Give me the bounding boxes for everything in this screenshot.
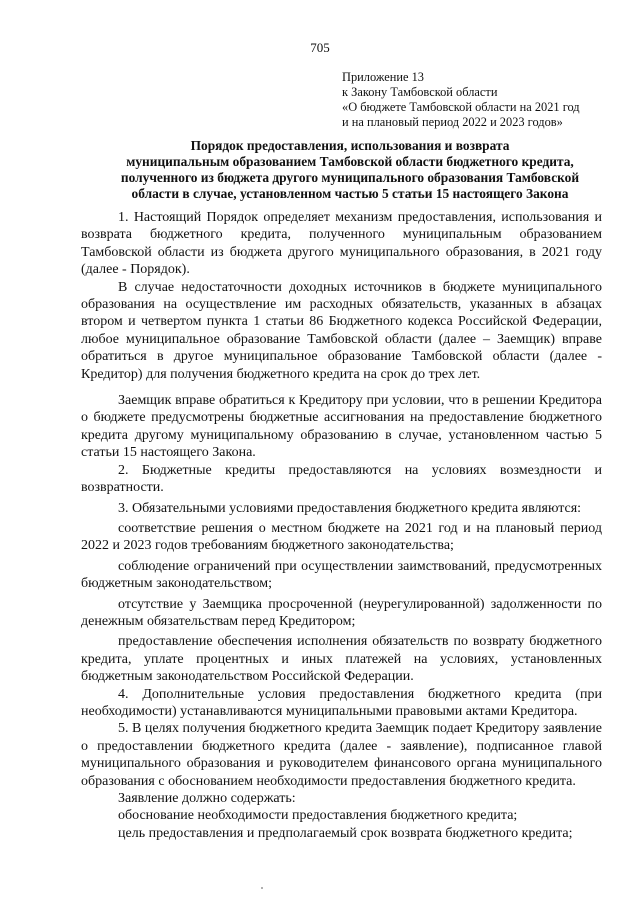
paragraph: 4. Дополнительные условия предоставления бюджетного кредита (при необходимости) устанавливаются муниципальными правовыми актами Кредитора.	[81, 686, 602, 719]
paragraph: соответствие решения о местном бюджете на 2021 год и на плановый период 2022 и 2023 годов требованиям бюджетного законодательства;	[81, 520, 602, 554]
paragraph: Заемщик вправе обратиться к Кредитору при условии, что в решении Кредитора о бюджете предусмотрены бюджетные ассигнования на предоставление бюджетного кредита другому муниципальному образованию в случае, установленном частью 5 статьи 15 настоящего Закона.	[81, 393, 602, 461]
paragraph: отсутствие у Заемщика просроченной (неурегулированной) задолженности по денежным обязательствам перед Кредитором;	[81, 596, 602, 629]
annex-line: к Закону Тамбовской области	[342, 85, 498, 99]
annex-header	[342, 70, 632, 130]
title-line: области в случае, установленном частью 5 статьи 15 настоящего Закона	[131, 186, 569, 201]
paragraph: Заявление должно содержать:	[118, 791, 296, 806]
paragraph: В случае недостаточности доходных источников в бюджете муниципального образования на осуществление им расходных обязательств, указанных в абзацах втором и четвертом пункта 1 статьи 86 Бюджетного кодекса Российской Федерации, любое муниципальное образование Тамбовской области (далее – Заемщик) вправе обратиться в другое муниципальное образование Тамбовской области (далее - Кредитор) для получения бюджетного кредита на срок до трех лет.	[81, 279, 602, 382]
paragraph: 3. Обязательными условиями предоставления бюджетного кредита являются:	[118, 500, 582, 516]
page-number: 705	[310, 40, 330, 55]
scan-speck	[261, 887, 263, 889]
paragraph: соблюдение ограничений при осуществлении заимствований, предусмотренных бюджетным законодательством;	[81, 558, 602, 592]
paragraph: предоставление обеспечения исполнения обязательств по возврату бюджетного кредита, уплате процентных и иных платежей на условиях, установленных бюджетным законодательством Российской Федерации.	[81, 634, 602, 685]
paragraph: 1. Настоящий Порядок определяет механизм предоставления, использования и возврата бюджетного кредита, полученного муниципальным образованием Тамбовской области из бюджета другого муниципального образования, в 2021 году (далее - Порядок).	[81, 210, 602, 278]
annex-line: и на плановый период 2022 и 2023 годов»	[342, 115, 563, 129]
paragraph: обоснование необходимости предоставления бюджетного кредита;	[118, 808, 518, 824]
paragraph: цель предоставления и предполагаемый срок возврата бюджетного кредита;	[118, 825, 573, 841]
annex-line: Приложение 13	[342, 70, 424, 84]
annex-line: «О бюджете Тамбовской области на 2021 год	[342, 100, 580, 114]
document-title	[80, 138, 620, 202]
document-body	[81, 209, 602, 842]
title-line: Порядок предоставления, использования и возврата	[190, 138, 510, 153]
paragraph: 5. В целях получения бюджетного кредита Заемщик подает Кредитору заявление о предоставлении бюджетного кредита (далее - заявление), подписанное главой муниципального образования и руководителем финансового органа муниципального образования с обоснованием необходимости предоставления бюджетного кредита.	[81, 721, 602, 789]
title-line: муниципальным образованием Тамбовской области бюджетного кредита,	[126, 154, 574, 169]
paragraph: 2. Бюджетные кредиты предоставляются на условиях возмездности и возвратности.	[81, 462, 602, 496]
title-line: полученного из бюджета другого муниципального образования Тамбовской	[120, 170, 580, 185]
